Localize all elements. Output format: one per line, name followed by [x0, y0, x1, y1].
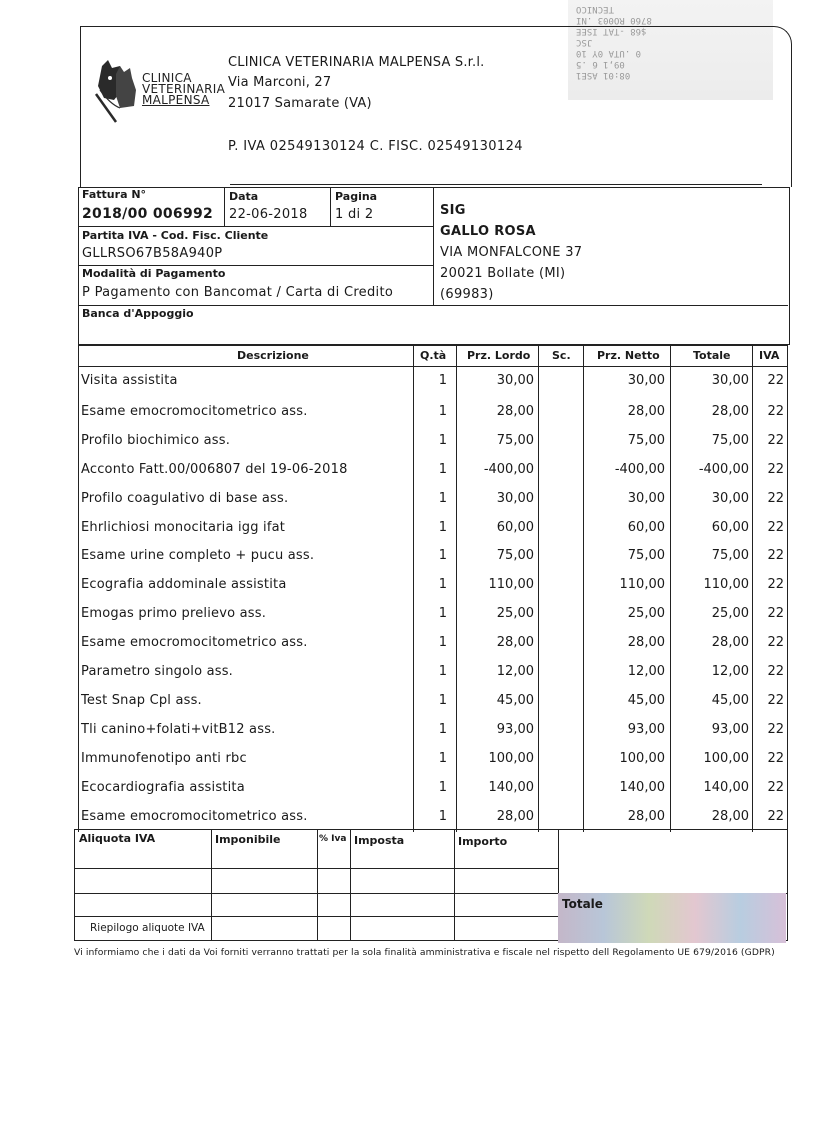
customer-street: VIA MONFALCONE 37 [440, 245, 583, 260]
cell-netto: -400,00 [614, 461, 665, 477]
invoice-date: 22-06-2018 [229, 207, 308, 222]
clinic-piva: P. IVA 02549130124 C. FISC. 02549130124 [228, 139, 523, 154]
cell-lordo: 30,00 [496, 490, 534, 506]
cell-lordo: 30,00 [496, 373, 534, 388]
cell-lordo: 60,00 [496, 519, 534, 535]
cell-lordo: 75,00 [496, 432, 534, 448]
pagamento-label: Modalità di Pagamento [82, 267, 226, 280]
header-netto: Prz. Netto [597, 349, 660, 362]
cell-totale: 100,00 [703, 750, 749, 766]
cell-qta: 1 [438, 606, 447, 622]
receipt-line: TECNICO [576, 4, 614, 14]
cell-totale: 28,00 [711, 808, 749, 824]
header-totale: Totale [693, 349, 731, 362]
receipt-line: 09,1 6 .5 [576, 59, 625, 69]
customer-title: SIG [440, 203, 466, 218]
cell-netto: 140,00 [619, 779, 665, 795]
cell-totale: 140,00 [703, 779, 749, 795]
summary-line [74, 829, 788, 830]
cell-qta: 1 [438, 692, 447, 708]
logo-text-clinica: CLINICA [142, 71, 192, 85]
cell-qta: 1 [438, 808, 447, 824]
cell-netto: 110,00 [619, 577, 665, 593]
cell-lordo: 28,00 [496, 808, 534, 824]
col-line [413, 345, 414, 832]
cell-iva: 22 [767, 750, 784, 766]
table-header-border [78, 366, 788, 367]
header-descrizione: Descrizione [237, 349, 309, 362]
cell-lordo: 100,00 [488, 750, 534, 766]
cell-iva: 22 [767, 779, 784, 795]
receipt-line: JSC [576, 37, 593, 47]
cell-totale: 45,00 [711, 692, 749, 708]
cell-qta: 1 [438, 403, 447, 419]
header-sc: Sc. [552, 349, 571, 362]
receipt-line: 0 .UTA 0Y 10 [576, 48, 642, 58]
cell-qta: 1 [438, 432, 447, 448]
cell-totale: 28,00 [711, 635, 749, 651]
receipt-line: 08:01 ASE1 [576, 70, 631, 80]
header-divider [230, 184, 762, 185]
grid-divider [79, 265, 434, 266]
cell-iva: 22 [767, 635, 784, 651]
logo-text-veterinaria: VETERINARIA [142, 82, 226, 96]
cell-lordo: 28,00 [496, 635, 534, 651]
cell-desc: Acconto Fatt.00/006807 del 19-06-2018 [81, 461, 348, 477]
cell-desc: Emogas primo prelievo ass. [81, 606, 267, 622]
cell-netto: 100,00 [619, 750, 665, 766]
cell-qta: 1 [438, 461, 447, 477]
cell-totale: 12,00 [711, 664, 749, 679]
cell-totale: 60,00 [711, 519, 749, 535]
summary-line [74, 916, 558, 917]
col-line [583, 345, 584, 832]
customer-code: (69983) [440, 287, 494, 302]
cell-lordo: 25,00 [496, 606, 534, 622]
clinic-address: Via Marconi, 27 [228, 75, 332, 90]
clinic-city: 21017 Samarate (VA) [228, 96, 372, 111]
cell-iva: 22 [767, 606, 784, 622]
data-label: Data [229, 190, 259, 203]
imposta-label: Imposta [354, 834, 405, 847]
cell-desc: Visita assistita [81, 373, 178, 388]
cell-netto: 12,00 [627, 664, 665, 679]
logo-text-malpensa: MALPENSA [142, 93, 210, 107]
cell-desc: Immunofenotipo anti rbc [81, 750, 247, 766]
grid-divider [79, 226, 434, 227]
cat-dog-logo-icon [90, 56, 150, 126]
cell-desc: Esame emocromocitometrico ass. [81, 403, 308, 419]
summary-line [74, 868, 558, 869]
cell-qta: 1 [438, 490, 447, 506]
cell-totale: -400,00 [698, 461, 749, 477]
cell-netto: 28,00 [627, 403, 665, 419]
cell-desc: Ecografia addominale assistita [81, 577, 287, 593]
cell-totale: 93,00 [711, 721, 749, 737]
cell-desc: Esame emocromocitometrico ass. [81, 635, 308, 651]
cell-qta: 1 [438, 519, 447, 535]
receipt-line: $68 -TAT ISEE [576, 26, 647, 36]
summary-col [454, 829, 455, 940]
header-qta: Q.tà [420, 349, 447, 362]
cell-netto: 28,00 [627, 808, 665, 824]
cell-iva: 22 [767, 403, 784, 419]
cell-iva: 22 [767, 721, 784, 737]
perc-iva-label: % Iva [319, 834, 347, 844]
summary-col [350, 829, 351, 940]
piva-cliente-value: GLLRSO67B58A940P [82, 246, 223, 261]
page-number: 1 di 2 [335, 207, 374, 222]
header-iva: IVA [759, 349, 780, 362]
cell-iva: 22 [767, 373, 784, 388]
cell-desc: Profilo coagulativo di base ass. [81, 490, 289, 506]
cell-lordo: 28,00 [496, 403, 534, 419]
cell-netto: 75,00 [627, 432, 665, 448]
cell-netto: 45,00 [627, 692, 665, 708]
cell-netto: 28,00 [627, 635, 665, 651]
cell-netto: 60,00 [627, 519, 665, 535]
col-line [456, 345, 457, 832]
cell-netto: 25,00 [627, 606, 665, 622]
pagamento-value: P Pagamento con Bancomat / Carta di Credito [82, 285, 394, 300]
cell-qta: 1 [438, 577, 447, 593]
privacy-footer: Vi informiamo che i dati da Voi forniti verranno trattati per la sola finalità amministrativa e fiscale nel rispetto dell Regolamento UE 679/2016 (GDPR) [74, 947, 775, 958]
cell-iva: 22 [767, 664, 784, 679]
cell-desc: Ehrlichiosi monocitaria igg ifat [81, 519, 286, 535]
cell-netto: 30,00 [627, 373, 665, 388]
cell-netto: 75,00 [627, 548, 665, 564]
cell-totale: 25,00 [711, 606, 749, 622]
cell-desc: Tli canino+folati+vitB12 ass. [81, 721, 276, 737]
cell-qta: 1 [438, 664, 447, 679]
grid-divider [224, 188, 225, 226]
cell-totale: 28,00 [711, 403, 749, 419]
receipt-line: 8760 RO003 .NI [576, 15, 652, 25]
cell-iva: 22 [767, 577, 784, 593]
customer-city: 20021 Bollate (MI) [440, 266, 566, 281]
totale-label: Totale [562, 897, 603, 911]
summary-col [317, 829, 318, 940]
cell-iva: 22 [767, 461, 784, 477]
fattura-label: Fattura N° [82, 188, 147, 201]
grid-divider [330, 188, 331, 226]
col-line [78, 345, 79, 832]
col-line [787, 345, 788, 832]
cell-qta: 1 [438, 635, 447, 651]
cell-lordo: 93,00 [496, 721, 534, 737]
cell-desc: Esame urine completo + pucu ass. [81, 548, 315, 564]
cell-qta: 1 [438, 548, 447, 564]
pagina-label: Pagina [335, 190, 378, 203]
imponibile-label: Imponibile [215, 833, 281, 846]
summary-col [74, 829, 75, 940]
grid-divider [79, 305, 788, 306]
cell-lordo: 12,00 [496, 664, 534, 679]
cell-desc: Ecocardiografia assistita [81, 779, 245, 795]
summary-col [787, 829, 788, 940]
cell-desc: Test Snap Cpl ass. [81, 692, 202, 708]
cell-iva: 22 [767, 490, 784, 506]
cell-qta: 1 [438, 750, 447, 766]
aliquota-label: Aliquota IVA [79, 832, 156, 845]
cell-desc: Parametro singolo ass. [81, 664, 234, 679]
summary-col [211, 829, 212, 940]
cell-lordo: 45,00 [496, 692, 534, 708]
col-line [752, 345, 753, 832]
col-line [670, 345, 671, 832]
cell-iva: 22 [767, 692, 784, 708]
cell-qta: 1 [438, 721, 447, 737]
cell-qta: 1 [438, 373, 447, 388]
fattura-number: 2018/00 006992 [82, 206, 214, 222]
table-top-border [78, 345, 788, 346]
cell-totale: 75,00 [711, 432, 749, 448]
col-line [538, 345, 539, 832]
clinic-name: CLINICA VETERINARIA MALPENSA S.r.l. [228, 55, 485, 70]
cell-lordo: 110,00 [488, 577, 534, 593]
cell-totale: 30,00 [711, 490, 749, 506]
cell-totale: 30,00 [711, 373, 749, 388]
cell-iva: 22 [767, 432, 784, 448]
cell-iva: 22 [767, 548, 784, 564]
cell-iva: 22 [767, 808, 784, 824]
cell-lordo: 140,00 [488, 779, 534, 795]
cell-lordo: 75,00 [496, 548, 534, 564]
header-lordo: Prz. Lordo [467, 349, 531, 362]
piva-cliente-label: Partita IVA - Cod. Fisc. Cliente [82, 229, 269, 242]
cell-netto: 30,00 [627, 490, 665, 506]
cell-desc: Esame emocromocitometrico ass. [81, 808, 308, 824]
customer-name: GALLO ROSA [440, 224, 536, 239]
banca-label: Banca d'Appoggio [82, 307, 194, 320]
cell-netto: 93,00 [627, 721, 665, 737]
cell-totale: 75,00 [711, 548, 749, 564]
cell-qta: 1 [438, 779, 447, 795]
importo-label: Importo [458, 835, 508, 848]
cell-iva: 22 [767, 519, 784, 535]
cell-lordo: -400,00 [483, 461, 534, 477]
cell-totale: 110,00 [703, 577, 749, 593]
grid-divider [433, 188, 434, 305]
riepilogo-label: Riepilogo aliquote IVA [90, 922, 205, 934]
cell-desc: Profilo biochimico ass. [81, 432, 231, 448]
